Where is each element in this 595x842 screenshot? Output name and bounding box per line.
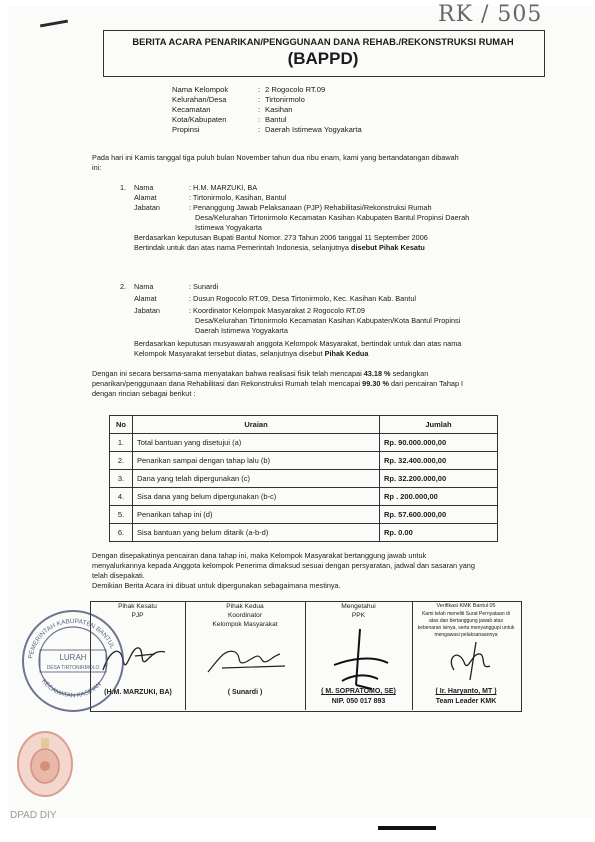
closing-line: telah disepakati.	[92, 571, 145, 580]
stamp-top-text: PEMERINTAH KABUPATEN BANTUL	[27, 617, 116, 660]
info-label: Kecamatan	[172, 105, 211, 114]
signature-scribble-2	[200, 632, 295, 684]
intro-line: Pada hari ini Kamis tanggal tiga puluh bulan November tahun dua ribu enam, kami yang bertandatangan dibawah	[92, 153, 459, 162]
party1-alamat-label: Alamat	[134, 193, 157, 202]
sig1-role: Pihak Kesatu	[118, 603, 157, 610]
archive-logo	[14, 728, 76, 802]
sig3-sub: PPK	[351, 612, 366, 619]
stamp-center-text: LURAH	[59, 653, 87, 662]
info-value: Bantul	[265, 115, 287, 124]
party1-acting: Bertindak untuk dan atas nama Pemerintah Indonesia, selanjutnya disebut Pihak Kesatu	[134, 243, 425, 252]
info-label: Kelurahan/Desa	[172, 95, 227, 104]
table-row: 1. Total bantuan yang disetujui (a) Rp. 90.000.000,00	[110, 434, 498, 452]
sig4-note: Kami telah meneliti Surat Pernyataan di atas dan bertanggung jawab atas kebenaran isinya, serta menyanggupi untuk mengawasi pelaksanaannya	[417, 611, 515, 638]
table-header-row	[110, 416, 498, 434]
party2-jabatan: Daerah Istimewa Yogyakarta	[195, 326, 288, 335]
sig1-sub: PJP	[131, 612, 144, 619]
table-row: 6. Sisa bantuan yang belum ditarik (a-b-d) Rp. 0.00	[110, 524, 498, 542]
signature-scribble-3	[322, 625, 397, 693]
sig2-sub: Koordinator	[227, 612, 263, 619]
table-row: 3. Dana yang telah dipergunakan (c) Rp. 32.200.000,00	[110, 470, 498, 488]
sig1-name: (H.M. MARZUKI, BA)	[104, 689, 172, 696]
party2-jabatan: : Koordinator Kelompok Masyarakat 2 Rogocolo RT.09	[189, 306, 365, 315]
closing-line: Dengan disepakatinya pencairan dana tahap ini, maka Kelompok Masyarakat bertanggung jawab untuk	[92, 551, 427, 560]
closing-line: Demikian Berita Acara ini dibuat untuk dipergunakan sebagaimana mestinya.	[92, 581, 341, 590]
statement-line: penarikan/penggunaan dana Rehabilitasi dan Rekonstruksi Rumah telah mencapai 99.30 % dari pencairan Tahap I	[92, 379, 464, 388]
intro-line: ini:	[92, 163, 102, 172]
party2-number: 2.	[120, 282, 127, 291]
sig2-sub: Kelompok Masyarakat	[212, 621, 278, 628]
document-subtitle: (BAPPD)	[287, 49, 359, 68]
signature-scribble-4	[440, 640, 500, 685]
sig3-role: Mengetahui	[341, 603, 376, 610]
info-label: Kota/Kabupaten	[172, 115, 227, 124]
party2-nama-label: Nama	[134, 282, 154, 291]
statement-line: dengan rincian sebagai berikut :	[92, 389, 196, 398]
handwritten-reference: RK / 505	[438, 2, 543, 27]
info-value: 2 Rogocolo RT.09	[265, 85, 326, 94]
party2-alamat: : Dusun Rogocolo RT.09, Desa Tirtonirmolo, Kec. Kasihan Kab. Bantul	[189, 294, 417, 303]
stamp-graphic	[18, 606, 128, 716]
party2-basis: Berdasarkan keputusan musyawarah anggota Kelompok Masyarakat, bertindak untuk dan atas nama	[134, 339, 462, 348]
black-bar	[378, 826, 436, 830]
watermark-text: DPAD DIY	[10, 810, 57, 821]
party1-jabatan: Istimewa Yogyakarta	[195, 223, 262, 232]
party1-nama-label: Nama	[134, 183, 154, 192]
info-label: Propinsi	[172, 125, 200, 134]
party1-alamat: : Tirtonirmolo, Kasihan, Bantul	[189, 193, 287, 202]
sig4-role: Verifikasi KMK Bantul 05	[436, 603, 496, 609]
table-row: 2. Penarikan sampai dengan tahap lalu (b) Rp. 32.400.000,00	[110, 452, 498, 470]
statement-line: Dengan ini secara bersama-sama menyatakan bahwa realisasi fisik telah mencapai 43.18 % sedangkan	[92, 369, 429, 378]
info-value: Daerah Istimewa Yogyakarta	[265, 125, 362, 134]
party1-jabatan: : Penanggung Jawab Pelaksanaan (PJP) Rehabilitasi/Rekonstruksi Rumah	[189, 203, 432, 212]
stamp-bottom-text: KECAMATAN KASIHAN	[40, 677, 103, 700]
table-row: 5. Penarikan tahap ini (d) Rp. 57.600.000,00	[110, 506, 498, 524]
sig3-name: ( M. SOPRATOMO, SE)	[321, 688, 396, 695]
party2-basis: Kelompok Masyarakat tersebut diatas, selanjutnya disebut Pihak Kedua	[134, 349, 369, 358]
logo-emblem-icon	[14, 728, 76, 802]
party2-jabatan-label: Jabatan	[134, 306, 160, 315]
info-label: Nama Kelompok	[172, 85, 229, 94]
party1-nama: : H.M. MARZUKI, BA	[189, 183, 258, 192]
funds-table	[109, 415, 498, 542]
party1-jabatan-label: Jabatan	[134, 203, 160, 212]
party1-number: 1.	[120, 183, 127, 192]
document-title: BERITA ACARA PENARIKAN/PENGGUNAAN DANA REHAB./REKONSTRUKSI RUMAH	[132, 36, 514, 47]
header-jumlah: Jumlah	[380, 416, 498, 434]
party2-alamat-label: Alamat	[134, 294, 157, 303]
stamp-center-text: DESA TIRTONIRMOLO	[46, 665, 100, 671]
table-row: 4. Sisa dana yang belum dipergunakan (b-c) Rp . 200.000,00	[110, 488, 498, 506]
sig4-title: Team Leader KMK	[435, 698, 497, 705]
party2-nama: : Sunardi	[189, 282, 219, 291]
party1-jabatan: Desa/Kelurahan Tirtonirmolo Kecamatan Kasihan Kabupaten Bantul Propinsi Daerah	[195, 213, 470, 222]
official-stamp	[18, 606, 128, 716]
sig2-role: Pihak Kedua	[226, 603, 264, 610]
party2-jabatan: Desa/Kelurahan Tirtonirmolo Kecamatan Kasihan Kabupaten/Kota Bantul Propinsi	[195, 316, 461, 325]
closing-line: menyalurkannya kepada Anggota kelompok Penerima dimaksud sesuai dengan persyaratan, jadwal dan sasaran yang	[92, 561, 475, 570]
sig3-nip: NIP. 050 017 893	[331, 698, 386, 705]
party1-basis: Berdasarkan keputusan Bupati Bantul Nomor. 273 Tahun 2006 tanggal 11 September 2006	[134, 233, 428, 242]
info-value: Kasihan	[265, 105, 293, 114]
header-uraian: Uraian	[133, 416, 380, 434]
sig2-name: ( Sunardi )	[227, 689, 263, 696]
sig4-name: ( Ir. Haryanto, MT )	[435, 688, 497, 695]
header-no: No	[110, 416, 133, 434]
info-value: Tirtonirmolo	[265, 95, 305, 104]
